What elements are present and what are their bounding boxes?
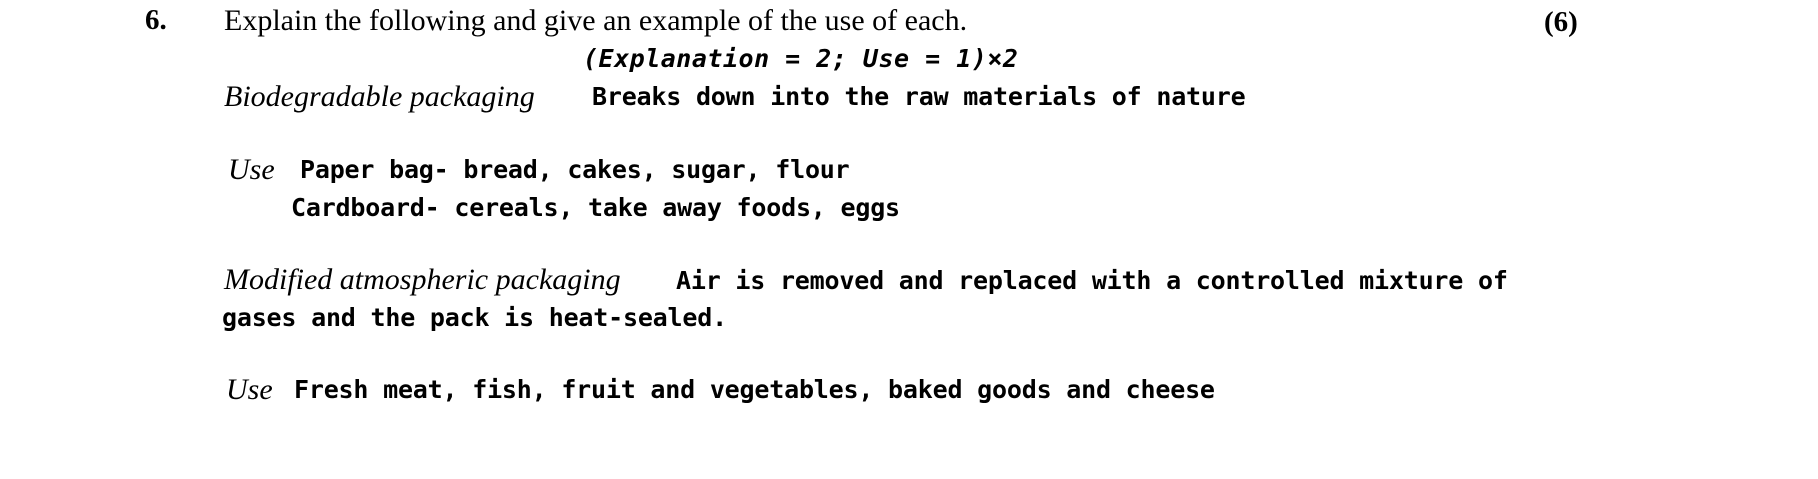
answer-map-use-line-1: Fresh meat, fish, fruit and vegetables, baked goods and cheese	[294, 375, 1215, 404]
answer-biodegradable-use-line-2: Cardboard- cereals, take away foods, eggs	[291, 193, 900, 222]
term-modified-atmospheric-packaging: Modified atmospheric packaging	[224, 263, 621, 296]
answer-biodegradable-use-line-1: Paper bag- bread, cakes, sugar, flour	[300, 155, 850, 184]
answer-map-explanation-line-2: gases and the pack is heat-sealed.	[222, 303, 727, 332]
use-label-modified-atmospheric: Use	[226, 373, 273, 406]
use-label-biodegradable: Use	[228, 153, 275, 186]
mark-allocation-note: (Explanation = 2; Use = 1)×2	[583, 44, 1019, 73]
question-marks: (6)	[1544, 6, 1578, 38]
question-number: 6.	[145, 4, 167, 36]
term-biodegradable-packaging: Biodegradable packaging	[224, 80, 535, 113]
question-stem: Explain the following and give an example of the use of each.	[224, 4, 968, 37]
answer-map-explanation-line-1: Air is removed and replaced with a controlled mixture of	[676, 266, 1508, 295]
answer-biodegradable-explanation: Breaks down into the raw materials of nature	[592, 82, 1246, 111]
